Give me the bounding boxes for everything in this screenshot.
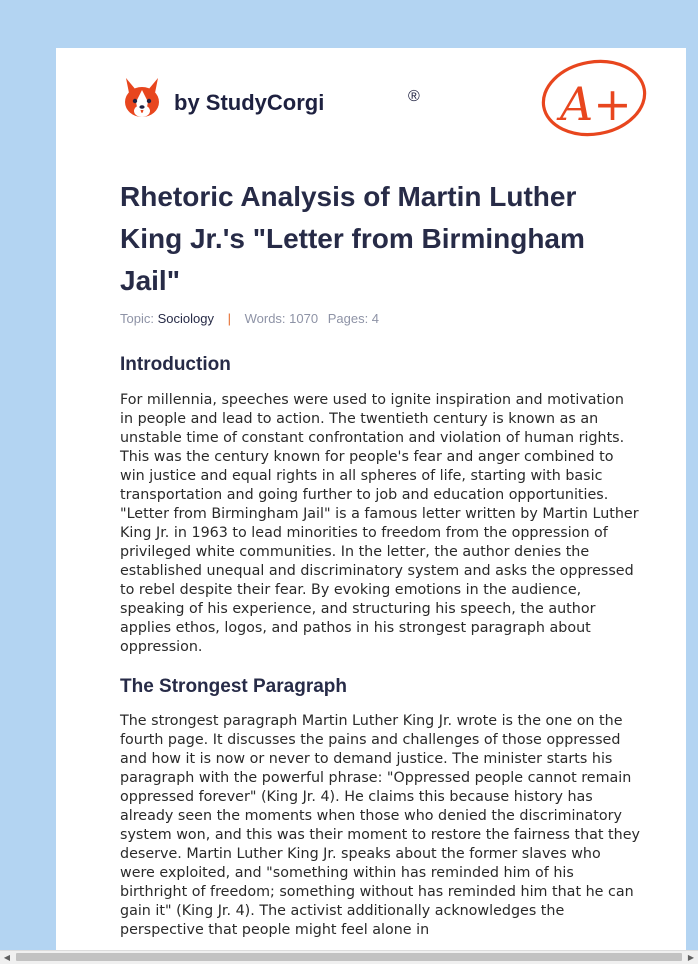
scroll-left-arrow-icon[interactable]: ◀ [3, 953, 11, 962]
scrollbar-thumb[interactable] [16, 953, 682, 961]
corgi-logo-icon [122, 76, 162, 120]
word-count: Words: 1070 [244, 311, 319, 326]
section-heading-strongest-paragraph: The Strongest Paragraph [120, 676, 347, 697]
brand-name: by StudyCorgi [174, 90, 325, 115]
registered-mark: ® [408, 88, 420, 105]
grade-letter: A+ [560, 77, 632, 131]
scroll-right-arrow-icon[interactable]: ▶ [687, 953, 695, 962]
horizontal-scrollbar[interactable] [0, 950, 698, 964]
page-title: Rhetoric Analysis of Martin Luther King Jr.'s "Letter from Birmingham Jail" [120, 181, 585, 296]
section-paragraph-strongest-paragraph: The strongest paragraph Martin Luther King Jr. wrote is the one on the fourth page. It discusses the pains and challenges of those oppressed and how it is now or never to demand justice. The minister starts his paragraph with the powerful phrase: "Oppressed people cannot remain oppressed forever" (King Jr. 4). He claims this because history has already seen the moments when those who denied the discriminatory system won, and this was their moment to restore the fairness that they deserve. Martin Luther King Jr. speaks about the former slaves who were exploited, and "something within has reminded him of his birthright of freedom; something without has reminded him that he can gain it" (King Jr. 4). The activist additionally acknowledges the perspective that people might feel alone in [120, 713, 640, 938]
topic-label: Topic: [120, 311, 154, 326]
section-heading-introduction: Introduction [120, 354, 231, 375]
essay-page [56, 48, 686, 950]
meta-separator: | [227, 311, 231, 326]
essay-meta [120, 311, 379, 326]
page-count: Pages: 4 [327, 311, 380, 326]
a-plus-grade-icon [538, 58, 650, 140]
section-paragraph-introduction: For millennia, speeches were used to ignite inspiration and motivation in people and lead to action. The twentieth century is known as an unstable time of constant confrontation and violation of human rights. This was the century known for people's fear and anger combined to win justice and equal rights in all spheres of life, starting with basic transportation and going further to job and education opportunities. "Letter from Birmingham Jail" is a famous letter written by Martin Luther King Jr. in 1963 to lead minorities to freedom from the oppression of privileged white communities. In the letter, the author denies the established unequal and discriminatory system and asks the oppressed to rebel despite their fear. By evoking emotions in the audience, speaking of his experience, and structuring his speech, the author applies ethos, logos, and pathos in his strongest paragraph about oppression. [120, 392, 639, 655]
topic-link[interactable]: Sociology [157, 311, 214, 326]
